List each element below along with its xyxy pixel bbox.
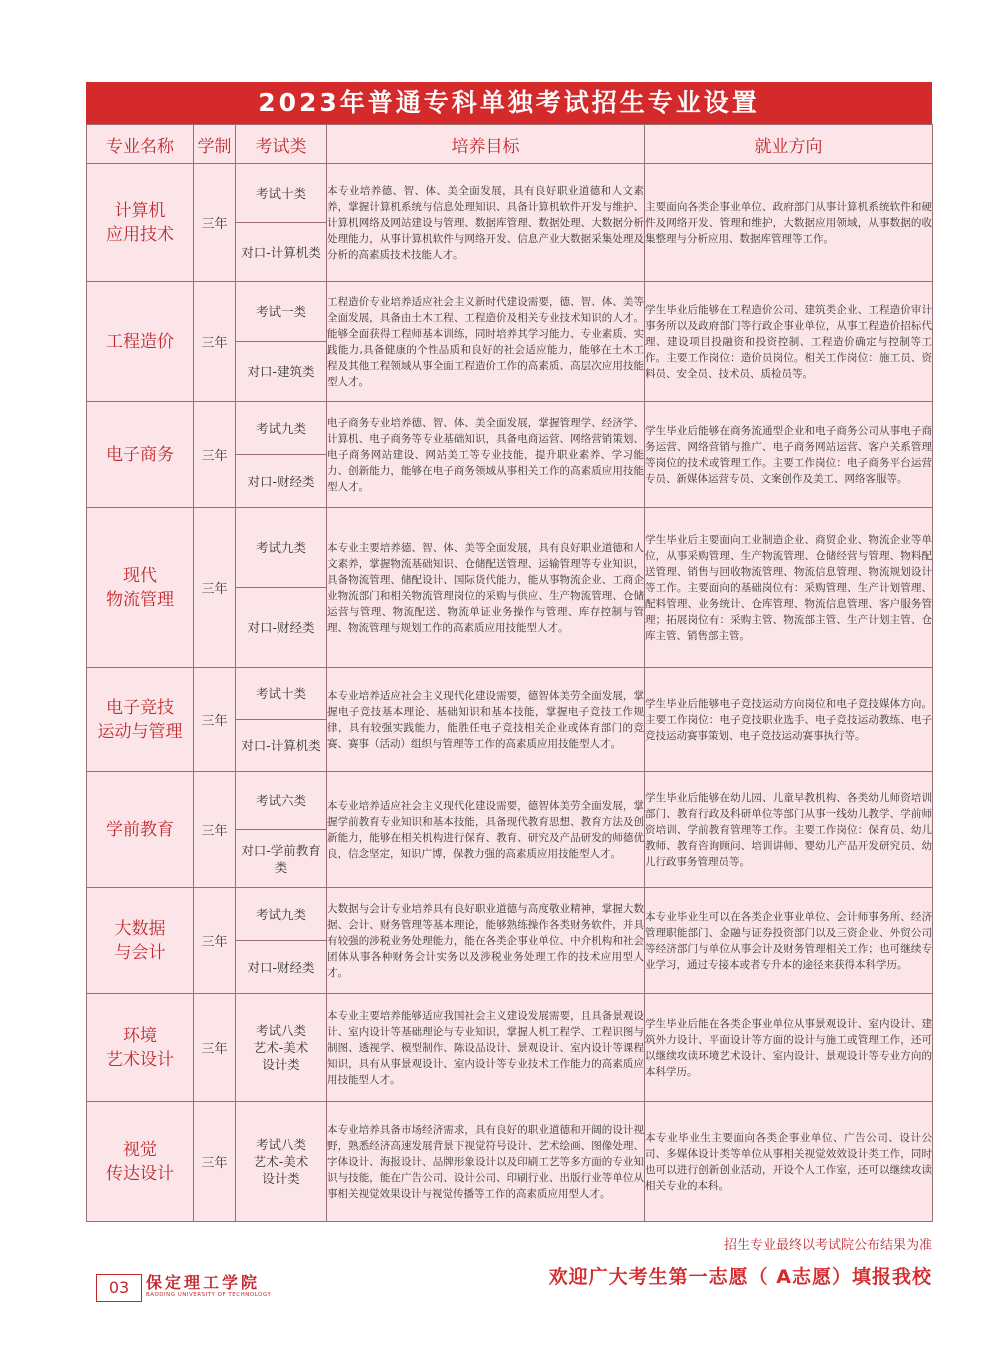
- career-direction: 学生毕业后能够在工程造价公司、建筑类企业、工程造价审计事务所以及政府部门等行政企事业单位，从事工程造价招标代理、建设项目投融资和投资控制、工程造价确定与控制等工作。主要工作岗位：造价员岗位。相关工作岗位：施工员、资料员、安全员、技术员、质检员等。: [645, 282, 933, 402]
- major-name: [87, 402, 194, 508]
- page-title: 2023年普通专科单独考试招生专业设置: [86, 82, 932, 124]
- exam-category: 考试九类: [236, 888, 327, 941]
- training-goal: 工程造价专业培养适应社会主义新时代建设需要，德、智、体、美等全面发展，具备由土木工程、工程造价及相关专业技术知识的人才。能够全面获得工程师基本训练，同时培养其学习能力、专业素质、实践能力,具备健康的个性品质和良好的社会适应能力，能够在土木工程及其他工程领域从事全面工程造价工作的高素质、高层次应用技能型人才。: [327, 282, 645, 402]
- exam-category: 考试八类 艺术-美术 设计类: [236, 1102, 327, 1222]
- exam-category: 对口-财经类: [236, 455, 327, 508]
- career-direction: 本专业毕业生可以在各类企业事业单位、会计师事务所、经济管理职能部门、金融与证券投资部门以及三资企业、外贸公司等经济部门与单位从事会计及财务管理相关工作；也可继续专业学习，通过专接本或者专升本的途径来获得本科学历。: [645, 888, 933, 994]
- header-exam: 考试类: [236, 125, 327, 164]
- career-direction: 主要面向各类企事业单位、政府部门从事计算机系统软件和硬件及网络开发、管理和维护，大数据应用领域，从事数据的收集整理与分析应用、数据库管理等工作。: [645, 164, 933, 282]
- school-logo-name: 保定理工学院: [146, 1273, 261, 1292]
- major-name: [87, 668, 194, 772]
- page-number: 03: [96, 1274, 142, 1302]
- major-name-line: 应用技术: [106, 224, 174, 245]
- major-name-line: 电子商务: [106, 444, 174, 465]
- major-name: [87, 1102, 194, 1222]
- career-direction: 学生毕业后能够电子竞技运动方向岗位和电子竞技媒体方向。主要工作岗位：电子竞技职业选手、电子竞技运动教练、电子竞技运动赛事策划、电子竞技运动赛事执行等。: [645, 668, 933, 772]
- exam-category: 考试九类: [236, 508, 327, 588]
- exam-category: 考试十类: [236, 668, 327, 720]
- major-name: [87, 888, 194, 994]
- table-row: [87, 888, 933, 941]
- major-name-line: 电子竞技: [106, 697, 174, 718]
- study-years: 三年: [194, 888, 236, 994]
- study-years: 三年: [194, 1102, 236, 1222]
- major-name-line: 运动与管理: [97, 721, 183, 742]
- training-goal: 本专业培养具备市场经济需求，具有良好的职业道德和开阔的设计视野，熟悉经济高速发展背景下视觉符号设计、艺术绘画、图像处理、字体设计、海报设计、品牌形象设计以及印刷工艺等多方面的专业知识与技能，能在广告公司、设计公司、印刷行业、出版行业等单位从事相关视觉效果设计与视觉传播等工作的高素质应用型人才。: [327, 1102, 645, 1222]
- header-name: 专业名称: [87, 125, 194, 164]
- exam-category: 对口-计算机类: [236, 223, 327, 282]
- table-row: [87, 282, 933, 342]
- exam-category: 考试九类: [236, 402, 327, 455]
- exam-category: 对口-财经类: [236, 941, 327, 994]
- header-career: 就业方向: [645, 125, 933, 164]
- welcome-slogan: 欢迎广大考生第一志愿（ A志愿）填报我校: [548, 1266, 932, 1288]
- exam-category: 对口-财经类: [236, 588, 327, 668]
- study-years: 三年: [194, 772, 236, 888]
- study-years: 三年: [194, 668, 236, 772]
- header-goal: 培养目标: [327, 125, 645, 164]
- exam-category: 考试十类: [236, 164, 327, 223]
- career-direction: 学生毕业后主要面向工业制造企业、商贸企业、物流企业等单位，从事采购管理、生产物流管理、仓储经营与管理、物料配送管理、销售与回收物流管理、物流信息管理、物流规划设计等工作。主要面向的基础岗位有：采购管理、生产计划管理、配料管理、业务统计、仓库管理、物流信息管理、客户服务管理；拓展岗位有：采购主管、物流部主管、生产计划主管、仓库主管、销售部主管。: [645, 508, 933, 668]
- exam-category: 考试六类: [236, 772, 327, 830]
- table-row: [87, 772, 933, 830]
- training-goal: 本专业主要培养能够适应我国社会主义建设发展需要，且具备景观设计、室内设计等基础理论与专业知识，掌握人机工程学、工程识图与制图、透视学、模型制作、陈设品设计、景观设计、室内设计等课程知识，具有从事景观设计、室内设计等专业技术工作能力的高素质应用技能型人才。: [327, 994, 645, 1102]
- career-direction: 学生毕业后能在各类企事业单位从事景观设计、室内设计、建筑外力设计、平面设计等方面的设计与施工或管理工作，还可以继续攻读环境艺术设计、室内设计、景观设计等专业方向的本科学历。: [645, 994, 933, 1102]
- major-name: [87, 994, 194, 1102]
- major-name-line: 环境: [123, 1025, 157, 1046]
- table-header-row: [87, 125, 933, 164]
- training-goal: 本专业主要培养德、智、体、美等全面发展，具有良好职业道德和人文素养，掌握物流基础知识、仓储配送管理、运输管理等专业知识，具备物流管理、储配设计、国际货代能力，能从事物流企业、工商企业物流部门和相关物流管理岗位的采购与供应、生产物流管理、仓储运营与管理、物流配送、物流单证业务操作与管理、库存控制与管理、物流管理与规划工作的高素质应用技能型人才。: [327, 508, 645, 668]
- major-name-line: 计算机: [114, 200, 166, 221]
- study-years: 三年: [194, 164, 236, 282]
- exam-category: 考试一类: [236, 282, 327, 342]
- header-years: 学制: [194, 125, 236, 164]
- career-direction: 学生毕业后能够在商务流通型企业和电子商务公司从事电子商务运营、网络营销与推广、电子商务网站运营、客户关系管理等岗位的技术或管理工作。主要工作岗位：电子商务平台运营专员、新媒体运营专员、文案创作及美工、网络客服等。: [645, 402, 933, 508]
- majors-table: [86, 124, 933, 1222]
- table-row: [87, 402, 933, 455]
- major-name-line: 传达设计: [106, 1163, 174, 1184]
- training-goal: 本专业培养德、智、体、美全面发展，具有良好职业道德和人文素养，掌握计算机系统与信息处理知识、具备计算机软件开发与维护、计算机网络及网站建设与管理、数据库管理、数据处理、大数据分析处理能力，从事计算机软件与网络开发、信息产业大数据采集处理及分析的高素质技术技能人才。: [327, 164, 645, 282]
- training-goal: 大数据与会计专业培养具有良好职业道德与高度敬业精神，掌握大数据、会计、财务管理等基本理论，能够熟练操作各类财务软件，并具有较强的涉税业务处理能力，能在各类企事业单位、中介机构和社会团体从事各种财务会计实务以及涉税业务处理工作的技术应用型人才。: [327, 888, 645, 994]
- major-name-line: 物流管理: [106, 589, 174, 610]
- exam-category: 对口-学前教育类: [236, 830, 327, 888]
- table-row: [87, 994, 933, 1102]
- career-direction: 学生毕业后能够在幼儿园、儿童早教机构、各类幼儿师资培训部门、教育行政及科研单位等部门从事一线幼儿教学、学前师资培训、学前教育管理等工作。主要工作岗位：保育员、幼儿教师、教育咨询顾问、培训讲师、婴幼儿产品开发研究员、幼儿行政事务管理员等。: [645, 772, 933, 888]
- major-name: [87, 164, 194, 282]
- table-row: [87, 508, 933, 588]
- major-name-line: 现代: [123, 565, 157, 586]
- table-row: [87, 164, 933, 223]
- exam-category: 对口-计算机类: [236, 720, 327, 772]
- table-row: [87, 668, 933, 720]
- major-name-line: 学前教育: [106, 819, 174, 840]
- footnote: 招生专业最终以考试院公布结果为准: [723, 1238, 932, 1253]
- major-name: [87, 282, 194, 402]
- major-name-line: 大数据: [114, 918, 166, 939]
- school-logo-english: BAODING UNIVERSITY OF TECHNOLOGY: [146, 1292, 272, 1298]
- major-name: [87, 508, 194, 668]
- major-name-line: 工程造价: [106, 331, 174, 352]
- major-name-line: 视觉: [123, 1139, 157, 1160]
- school-logo: [146, 1274, 271, 1298]
- training-goal: 本专业培养适应社会主义现代化建设需要，德智体美劳全面发展，掌握电子竞技基本理论、基础知识和基本技能，掌握电子竞技工作规律，具有较强实践能力，能胜任电子竞技相关企业或体育部门的竞赛、赛事（活动）组织与管理等工作的高素质应用技能型人才。: [327, 668, 645, 772]
- career-direction: 本专业毕业生主要面向各类企事业单位、广告公司、设计公司、多媒体设计类等单位从事相关视觉效效设计类工作，同时也可以进行创新创业活动，开设个人工作室，还可以继续攻读相关专业的本科。: [645, 1102, 933, 1222]
- table-row: [87, 1102, 933, 1222]
- major-name-line: 与会计: [114, 942, 166, 963]
- study-years: 三年: [194, 508, 236, 668]
- exam-category: 对口-建筑类: [236, 342, 327, 402]
- major-name: [87, 772, 194, 888]
- exam-category: 考试八类 艺术-美术 设计类: [236, 994, 327, 1102]
- major-name-line: 艺术设计: [106, 1049, 174, 1070]
- training-goal: 本专业培养适应社会主义现代化建设需要，德智体美劳全面发展，掌握学前教育专业知识和基本技能，具备现代教育思想、教育方法及创新能力，能够在相关机构进行保育、教育、研究及产品研发的师德优良，信念坚定，知识广博，保教力强的高素质应用技能型人才。: [327, 772, 645, 888]
- study-years: 三年: [194, 994, 236, 1102]
- training-goal: 电子商务专业培养德、智、体、美全面发展，掌握管理学、经济学、计算机、电子商务等专业基础知识，具备电商运营、网络营销策划、电子商务网站建设、网站美工等专业技能，提升职业素养、学习能力、创新能力，能够在电子商务领域从事相关工作的高素质应用技能型人才。: [327, 402, 645, 508]
- study-years: 三年: [194, 402, 236, 508]
- study-years: 三年: [194, 282, 236, 402]
